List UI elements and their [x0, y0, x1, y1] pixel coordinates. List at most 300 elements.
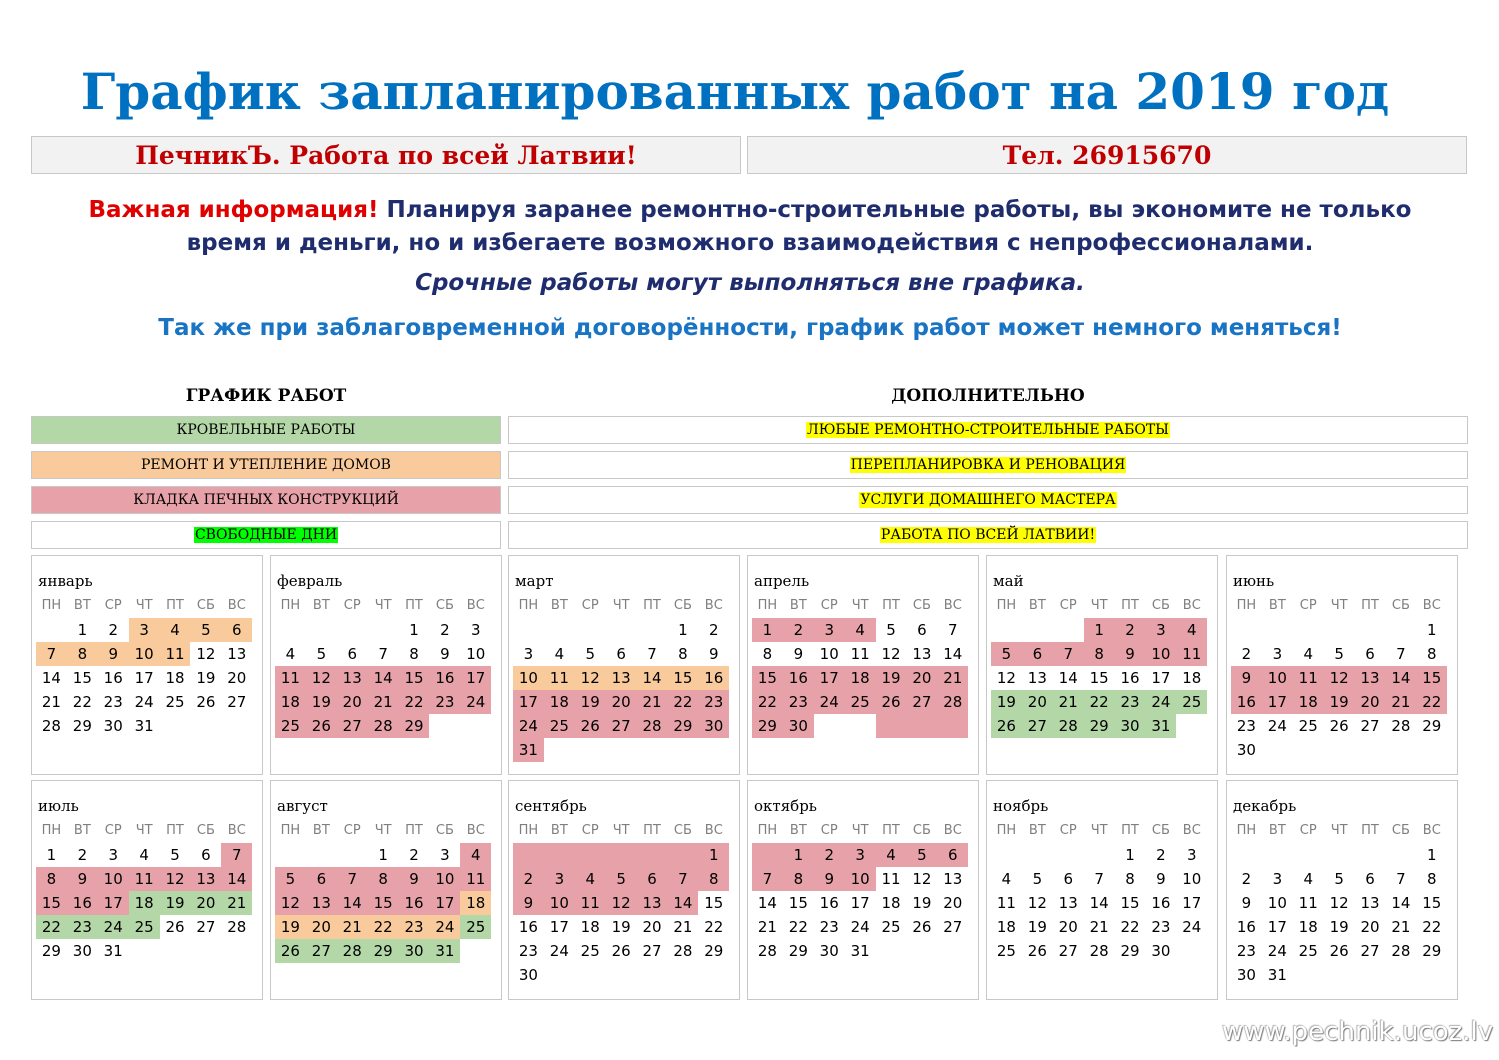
empty-cell [221, 714, 252, 738]
weekday-label: ЧТ [851, 598, 869, 613]
day-cell: 27 [606, 714, 637, 738]
extra-item-repair [508, 416, 1468, 444]
weekday-label: ВС [704, 823, 723, 838]
empty-cell [606, 843, 637, 867]
day-cell: 4 [1303, 645, 1313, 663]
day-cell: 29 [399, 714, 430, 738]
day-cell: 7 [36, 642, 67, 666]
day-cell: 2 [440, 621, 450, 639]
empty-cell [1385, 843, 1416, 867]
day-cell: 28 [937, 690, 968, 714]
day-cell: 17 [814, 666, 845, 690]
weekday-label: ЧТ [1090, 598, 1108, 613]
empty-cell [1293, 738, 1324, 762]
empty-cell [1231, 843, 1262, 867]
weekday-label: СБ [1391, 598, 1410, 613]
day-cell: 7 [378, 645, 388, 663]
month-name: июнь [1233, 572, 1275, 590]
day-cell: 19 [1324, 690, 1355, 714]
day-cell: 20 [943, 894, 963, 912]
day-cell: 19 [912, 894, 932, 912]
empty-cell [1053, 618, 1084, 642]
day-cell: 3 [1187, 846, 1197, 864]
empty-cell [1385, 738, 1416, 762]
day-cell: 12 [1324, 666, 1355, 690]
day-cell: 6 [306, 867, 337, 891]
day-cell: 20 [606, 690, 637, 714]
day-cell: 27 [906, 690, 937, 714]
weekday-label: ВТ [550, 823, 568, 838]
weekday-label: ВТ [73, 598, 91, 613]
day-cell: 25 [1176, 690, 1207, 714]
day-cell: 25 [544, 714, 575, 738]
page-title: График запланированных работ на 2019 год [80, 62, 1390, 121]
day-cell: 26 [575, 714, 606, 738]
day-cell: 1 [378, 846, 388, 864]
day-cell: 1 [1427, 621, 1437, 639]
empty-cell [1084, 843, 1115, 867]
legend-stove-label: КЛАДКА ПЕЧНЫХ КОНСТРУКЦИЙ [133, 492, 399, 508]
empty-cell [1293, 963, 1324, 987]
legend-repair-label: РЕМОНТ И УТЕПЛЕНИЕ ДОМОВ [141, 457, 391, 473]
empty-cell [637, 843, 668, 867]
day-cell: 1 [409, 621, 419, 639]
day-cell: 6 [1022, 642, 1053, 666]
month-grid [513, 594, 737, 762]
day-cell: 6 [616, 645, 626, 663]
empty-cell [306, 843, 337, 867]
day-cell: 19 [160, 891, 191, 915]
empty-cell [275, 843, 306, 867]
empty-cell [1262, 738, 1293, 762]
weekday-label: ПТ [166, 823, 184, 838]
day-cell: 8 [762, 645, 773, 663]
day-cell: 17 [460, 666, 491, 690]
day-cell: 12 [1027, 894, 1047, 912]
day-cell: 21 [637, 690, 668, 714]
weekday-label: СР [1059, 823, 1077, 838]
day-cell: 31 [1145, 714, 1176, 738]
weekday-label: СР [343, 598, 361, 613]
day-cell: 30 [518, 966, 538, 984]
empty-cell [698, 963, 729, 987]
empty-cell [845, 714, 876, 738]
empty-cell [1176, 939, 1207, 963]
weekday-label: ПН [1236, 823, 1257, 838]
day-cell: 20 [227, 669, 247, 687]
day-cell: 4 [160, 618, 191, 642]
day-cell: 15 [72, 669, 92, 687]
day-cell: 31 [134, 717, 154, 735]
day-cell: 10 [845, 867, 876, 891]
day-cell: 28 [1391, 942, 1411, 960]
day-cell: 5 [316, 645, 327, 663]
weekday-label: ВС [1182, 823, 1201, 838]
day-cell: 14 [943, 645, 963, 663]
day-cell: 3 [1145, 618, 1176, 642]
day-cell: 25 [996, 942, 1016, 960]
extra-item-latvia [508, 521, 1468, 549]
extra-heading: ДОПОЛНИТЕЛЬНО [891, 386, 1085, 406]
weekday-label: ЧТ [1090, 823, 1108, 838]
day-cell: 30 [1236, 966, 1256, 984]
day-cell: 21 [1391, 918, 1411, 936]
day-cell: 15 [1089, 669, 1109, 687]
day-cell: 15 [704, 894, 724, 912]
day-cell: 22 [1416, 690, 1447, 714]
day-cell: 5 [1334, 645, 1344, 663]
day-cell: 22 [72, 693, 92, 711]
weekday-label: ВТ [312, 598, 330, 613]
day-cell: 1 [1125, 846, 1135, 864]
weekday-label: ПТ [643, 598, 661, 613]
weekday-label: ВТ [550, 598, 568, 613]
day-cell: 22 [1120, 918, 1140, 936]
day-cell: 19 [876, 666, 907, 690]
empty-cell [1262, 618, 1293, 642]
weekday-label: ЧТ [374, 598, 392, 613]
day-cell: 8 [1427, 870, 1437, 888]
schedule-change-note: Так же при заблаговременной договорённости, график работ может немного меняться! [158, 315, 1342, 341]
empty-cell [637, 738, 668, 762]
legend-free-days [31, 521, 501, 549]
weekday-label: ПН [280, 823, 301, 838]
day-cell: 3 [814, 618, 845, 642]
day-cell: 12 [575, 666, 606, 690]
schedule-heading: ГРАФИК РАБОТ [185, 386, 347, 406]
day-cell: 2 [814, 843, 845, 867]
day-cell: 9 [98, 642, 129, 666]
month-name: май [993, 572, 1024, 590]
day-cell: 17 [429, 891, 460, 915]
day-cell: 18 [881, 894, 901, 912]
day-cell: 14 [757, 894, 777, 912]
important-info-lead: Важная информация! [88, 197, 379, 223]
day-cell: 11 [996, 894, 1016, 912]
day-cell: 29 [704, 942, 724, 960]
day-cell: 15 [1422, 894, 1442, 912]
empty-cell [752, 843, 783, 867]
day-cell: 19 [196, 669, 216, 687]
weekday-label: ВТ [789, 823, 807, 838]
day-cell: 7 [948, 621, 958, 639]
day-cell: 20 [190, 891, 221, 915]
empty-cell [460, 939, 491, 963]
day-cell: 4 [1176, 618, 1207, 642]
month-grid [36, 594, 260, 738]
day-cell: 18 [165, 669, 185, 687]
weekday-label: ПТ [1361, 823, 1379, 838]
empty-cell [606, 738, 637, 762]
month-name: октябрь [754, 797, 817, 815]
empty-cell [698, 738, 729, 762]
day-cell: 6 [347, 645, 357, 663]
empty-cell [129, 939, 160, 963]
day-cell: 23 [698, 690, 729, 714]
day-cell: 24 [814, 690, 845, 714]
day-cell: 29 [41, 942, 61, 960]
day-cell: 17 [1262, 690, 1293, 714]
day-cell: 29 [368, 939, 399, 963]
day-cell: 30 [1115, 714, 1146, 738]
day-cell: 27 [642, 942, 662, 960]
day-cell: 7 [1094, 870, 1104, 888]
day-cell: 20 [1022, 690, 1053, 714]
day-cell: 17 [549, 918, 569, 936]
day-cell: 16 [1231, 690, 1262, 714]
day-cell: 6 [221, 618, 252, 642]
weekday-label: ВС [466, 823, 485, 838]
day-cell: 24 [460, 690, 491, 714]
month-name: март [515, 572, 554, 590]
day-cell: 18 [1298, 918, 1318, 936]
empty-cell [513, 843, 544, 867]
day-cell: 19 [306, 690, 337, 714]
day-cell: 14 [41, 669, 61, 687]
day-cell: 5 [606, 867, 637, 891]
day-cell: 25 [165, 693, 185, 711]
day-cell: 27 [306, 939, 337, 963]
day-cell: 12 [306, 666, 337, 690]
day-cell: 2 [783, 618, 814, 642]
empty-cell [906, 714, 937, 738]
day-cell: 14 [667, 891, 698, 915]
weekday-label: ПТ [405, 598, 423, 613]
day-cell: 24 [1267, 942, 1287, 960]
month-2 [508, 555, 740, 775]
day-cell: 19 [1329, 918, 1349, 936]
day-cell: 26 [1027, 942, 1047, 960]
day-cell: 24 [1182, 918, 1202, 936]
extra-item-handyman [508, 486, 1468, 514]
day-cell: 3 [544, 867, 575, 891]
day-cell: 2 [1156, 846, 1166, 864]
day-cell: 23 [429, 690, 460, 714]
weekday-label: ВС [943, 823, 962, 838]
weekday-label: СР [104, 598, 122, 613]
weekday-label: ВС [1182, 598, 1201, 613]
day-cell: 7 [752, 867, 783, 891]
day-cell: 19 [575, 690, 606, 714]
day-cell: 28 [637, 714, 668, 738]
weekday-label: ВТ [1028, 823, 1046, 838]
day-cell: 8 [678, 645, 688, 663]
empty-cell [544, 843, 575, 867]
weekday-label: ПТ [1121, 823, 1139, 838]
day-cell: 23 [1151, 918, 1171, 936]
day-cell: 14 [1089, 894, 1109, 912]
day-cell: 14 [337, 891, 368, 915]
weekday-label: СБ [673, 598, 692, 613]
month-name: июль [38, 797, 79, 815]
day-cell: 12 [1329, 894, 1349, 912]
day-cell: 28 [673, 942, 693, 960]
empty-cell [513, 618, 544, 642]
day-cell: 29 [752, 714, 783, 738]
day-cell: 31 [513, 738, 544, 762]
day-cell: 2 [409, 846, 419, 864]
month-name: август [277, 797, 328, 815]
day-cell: 6 [201, 846, 211, 864]
legend-roofing [31, 416, 501, 444]
day-cell: 2 [1115, 618, 1146, 642]
day-cell: 19 [611, 918, 631, 936]
weekday-label: ВС [704, 598, 723, 613]
day-cell: 25 [881, 918, 901, 936]
weekday-label: СБ [673, 823, 692, 838]
weekday-label: ВС [1422, 598, 1441, 613]
day-cell: 13 [637, 891, 668, 915]
day-cell: 5 [190, 618, 221, 642]
day-cell: 17 [134, 669, 154, 687]
day-cell: 17 [98, 891, 129, 915]
phone-banner: Тел. 26915670 [747, 136, 1467, 174]
day-cell: 26 [1329, 942, 1349, 960]
weekday-label: СР [1299, 823, 1317, 838]
extra-item-label: ЛЮБЫЕ РЕМОНТНО-СТРОИТЕЛЬНЫЕ РАБОТЫ [807, 422, 1169, 438]
day-cell: 28 [1391, 717, 1411, 735]
weekday-label: СР [581, 823, 599, 838]
day-cell: 18 [845, 666, 876, 690]
month-grid [513, 819, 737, 987]
extra-item-label: ПЕРЕПЛАНИРОВКА И РЕНОВАЦИЯ [850, 457, 1126, 473]
empty-cell [1293, 618, 1324, 642]
day-cell: 4 [285, 645, 296, 663]
empty-cell [306, 618, 337, 642]
month-1 [270, 555, 502, 775]
day-cell: 11 [129, 867, 160, 891]
month-10 [986, 780, 1218, 1000]
day-cell: 20 [1355, 690, 1386, 714]
day-cell: 26 [611, 942, 631, 960]
day-cell: 9 [67, 867, 98, 891]
website-url[interactable]: www.pechnik.ucoz.lv [1222, 1017, 1494, 1047]
day-cell: 19 [1027, 918, 1047, 936]
weekday-label: ЧТ [612, 598, 630, 613]
month-grid [991, 819, 1215, 963]
day-cell: 29 [1422, 717, 1442, 735]
empty-cell [460, 714, 491, 738]
empty-cell [1231, 618, 1262, 642]
day-cell: 27 [227, 693, 247, 711]
empty-cell [1416, 963, 1447, 987]
day-cell: 25 [1298, 942, 1318, 960]
weekday-label: ПТ [882, 598, 900, 613]
day-cell: 15 [399, 666, 430, 690]
month-name: апрель [754, 572, 810, 590]
day-cell: 15 [36, 891, 67, 915]
empty-cell [1053, 843, 1084, 867]
empty-cell [337, 618, 368, 642]
empty-cell [667, 843, 698, 867]
day-cell: 10 [1267, 894, 1287, 912]
urgent-note: Срочные работы могут выполняться вне графика. [415, 270, 1085, 296]
day-cell: 8 [67, 642, 98, 666]
day-cell: 2 [108, 621, 118, 639]
day-cell: 3 [1272, 645, 1283, 663]
month-grid [1231, 819, 1455, 987]
extra-item-renovation [508, 451, 1468, 479]
day-cell: 22 [788, 918, 808, 936]
day-cell: 26 [991, 714, 1022, 738]
day-cell: 24 [98, 915, 129, 939]
day-cell: 5 [1334, 870, 1344, 888]
month-grid [752, 819, 976, 963]
day-cell: 16 [1236, 918, 1256, 936]
day-cell: 1 [46, 846, 57, 864]
weekday-label: ВТ [1028, 598, 1046, 613]
day-cell: 5 [906, 843, 937, 867]
day-cell: 8 [1427, 645, 1437, 663]
day-cell: 24 [513, 714, 544, 738]
weekday-label: ВС [466, 598, 485, 613]
day-cell: 25 [129, 915, 160, 939]
day-cell: 23 [103, 693, 123, 711]
weekday-label: ЧТ [612, 823, 630, 838]
empty-cell [275, 618, 306, 642]
month-9 [747, 780, 979, 1000]
day-cell: 12 [881, 645, 901, 663]
weekday-label: ПН [41, 823, 62, 838]
day-cell: 16 [399, 891, 430, 915]
day-cell: 1 [698, 843, 729, 867]
day-cell: 8 [409, 645, 419, 663]
day-cell: 6 [1365, 870, 1375, 888]
day-cell: 20 [1360, 918, 1380, 936]
weekday-label: СР [343, 823, 361, 838]
day-cell: 4 [554, 645, 565, 663]
empty-cell [160, 939, 191, 963]
day-cell: 28 [757, 942, 777, 960]
weekday-label: ВТ [789, 598, 807, 613]
empty-cell [1385, 618, 1416, 642]
day-cell: 5 [886, 621, 896, 639]
month-name: январь [38, 572, 93, 590]
empty-cell [1022, 843, 1053, 867]
empty-cell [1324, 618, 1355, 642]
weekday-label: СБ [1151, 823, 1170, 838]
day-cell: 22 [752, 690, 783, 714]
month-5 [1226, 555, 1458, 775]
day-cell: 13 [1360, 894, 1380, 912]
day-cell: 22 [1422, 918, 1442, 936]
day-cell: 23 [1236, 942, 1256, 960]
day-cell: 15 [752, 666, 783, 690]
day-cell: 22 [1084, 690, 1115, 714]
legend-roofing-label: КРОВЕЛЬНЫЕ РАБОТЫ [176, 422, 356, 438]
day-cell: 16 [698, 666, 729, 690]
day-cell: 10 [544, 891, 575, 915]
day-cell: 29 [667, 714, 698, 738]
weekday-label: ВС [227, 823, 246, 838]
day-cell: 16 [819, 894, 839, 912]
weekday-label: СР [581, 598, 599, 613]
day-cell: 26 [165, 918, 185, 936]
weekday-label: СБ [1391, 823, 1410, 838]
empty-cell [575, 963, 606, 987]
day-cell: 17 [513, 690, 544, 714]
day-cell: 26 [1329, 717, 1349, 735]
day-cell: 3 [845, 843, 876, 867]
day-cell: 14 [368, 666, 399, 690]
month-grid [991, 594, 1215, 738]
day-cell: 14 [221, 867, 252, 891]
day-cell: 9 [399, 867, 430, 891]
day-cell: 20 [906, 666, 937, 690]
day-cell: 16 [103, 669, 123, 687]
weekday-label: ПН [518, 823, 539, 838]
day-cell: 4 [575, 867, 606, 891]
